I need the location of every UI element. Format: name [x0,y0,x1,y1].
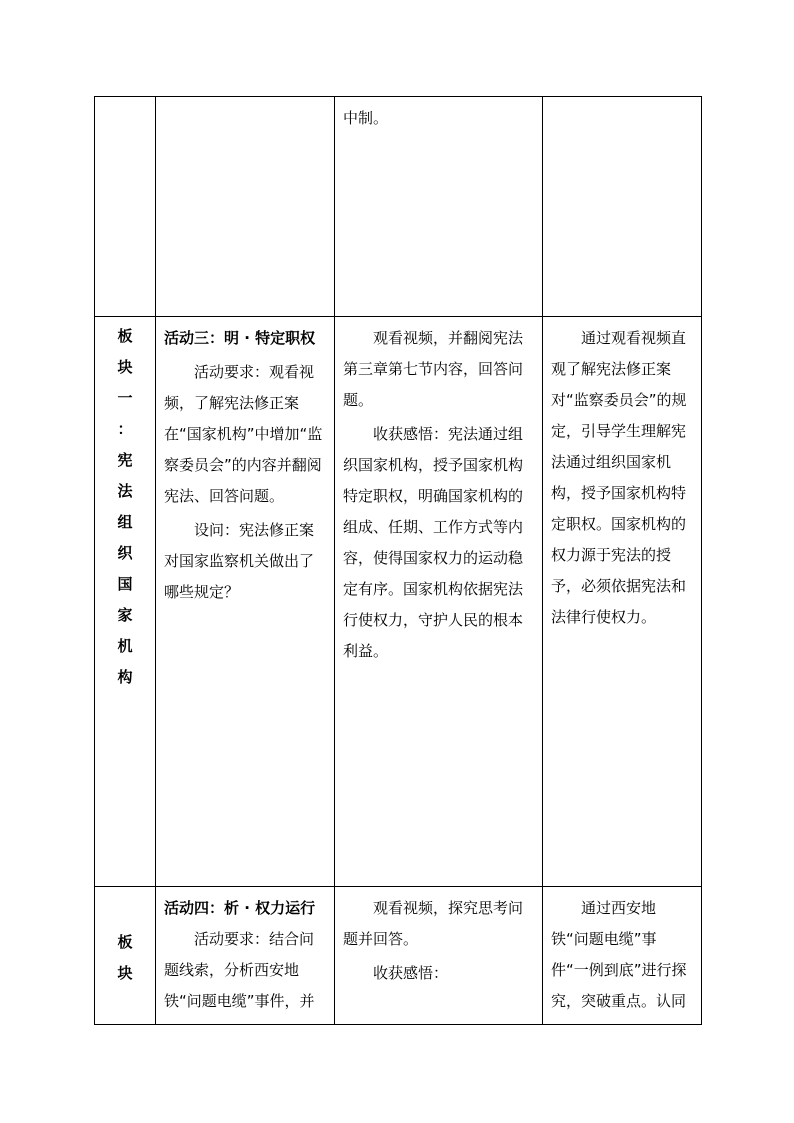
section-cell [95,97,156,317]
section-cell [95,887,156,1025]
design-intent: 通过观看视频直观了解宪法修正案对“监察委员会”的规定，引导学生理解宪法通过组织国家机构，授予国家机构特定职权。国家机构的权力源于宪法的授予，必须依据宪法和法律行使权力。 [551,329,687,626]
activity-cell [156,317,335,887]
activity-cell [156,887,335,1025]
section-char: 机 [117,637,133,655]
design-intent: 通过西安地铁“问题电缆”事件“一例到底”进行探究，突破重点。认同 [551,899,687,1010]
intent-cell [543,97,702,317]
student-cell [335,317,543,887]
section-char: 织 [117,544,133,562]
student-activity: 观看视频，探究思考问题并回答。 [343,899,524,948]
intent-cell [543,317,702,887]
section-char: 块 [117,358,133,376]
section-char: 家 [117,606,133,624]
section-char: ： [117,420,133,438]
section-char: 块 [117,964,133,982]
activity-requirement: 活动要求：观看视频，了解宪法修正案在“国家机构”中增加“监察委员会”的内容并翻阅宪法、回答问题。 [164,363,323,505]
table-row [95,97,702,317]
activity-title: 活动四：析 · 权力运行 [164,899,316,917]
lesson-plan-table [94,96,702,1025]
student-cell [335,97,543,317]
section-char: 组 [117,513,133,531]
intent-cell [543,887,702,1025]
section-char: 国 [117,575,133,593]
section-char: 构 [117,668,133,686]
section-cell [95,317,156,887]
student-reflection: 收获感悟： [373,964,449,982]
activity-requirement: 活动要求：结合问题线索，分析西安地铁“问题电缆”事件，并 [164,930,315,1010]
section-char: 板 [117,933,133,951]
section-char: 一 [117,389,133,407]
student-cell [335,887,543,1025]
activity-question: 设问：宪法修正案对国家监察机关做出了哪些规定？ [164,521,315,601]
student-reflection: 收获感悟：宪法通过组织国家机构，授予国家机构特定职权，明确国家机构的组成、任期、工作方式等内容，使得国家权力的运动稳定有序。国家机构依据宪法行使权力，守护人民的根本利益。 [343,425,524,660]
student-activity: 观看视频，并翻阅宪法第三章第七节内容，回答问题。 [343,329,524,409]
table-row [95,317,702,887]
activity-cell [156,97,335,317]
section-char: 法 [117,482,133,500]
activity-title: 活动三：明 · 特定职权 [164,329,316,347]
student-text: 中制。 [343,109,389,127]
table-row [95,887,702,1025]
section-char: 板 [117,327,133,345]
section-char: 宪 [117,451,133,469]
